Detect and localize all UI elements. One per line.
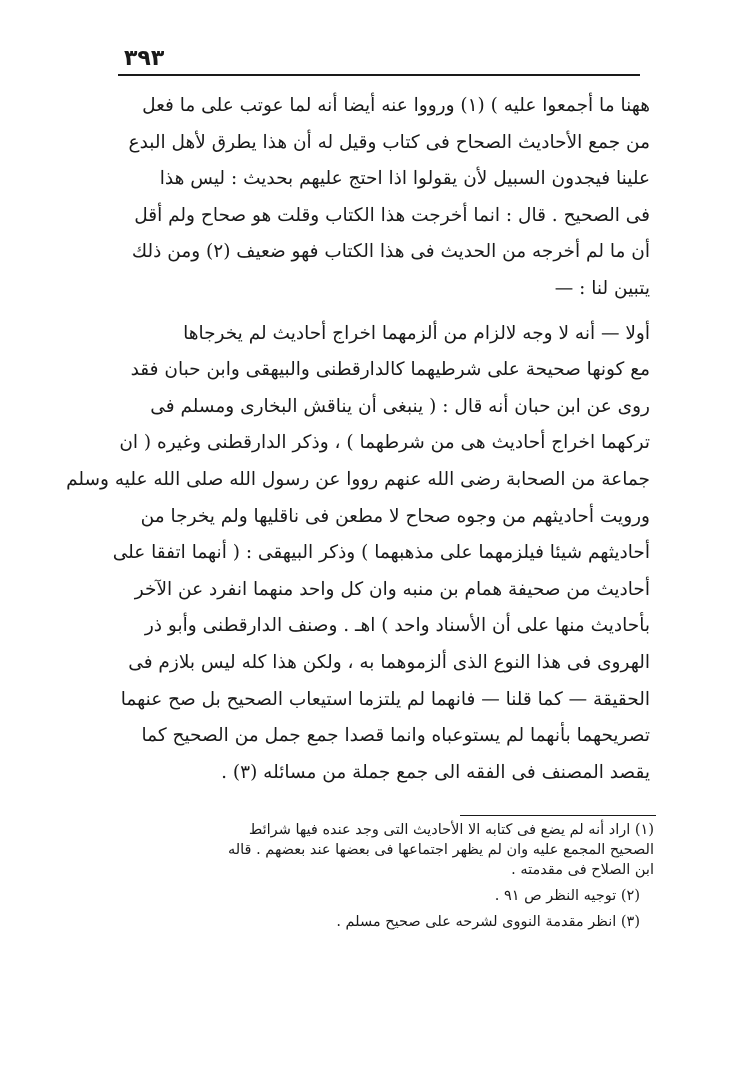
text-line: الهروى فى هذا النوع الذى ألزموهما به ، ولكن هذا كله ليس بلازم فى bbox=[128, 651, 650, 673]
footnote-line: ابن الصلاح فى مقدمته . bbox=[511, 862, 654, 878]
text-line: ورويت أحاديثهم من وجوه صحاح لا مطعن فى ناقليها ولم يخرجا من bbox=[140, 505, 650, 527]
footnote-1 bbox=[128, 820, 654, 880]
text-line: أحاديثهم شيئا فيلزمهما على مذهبهما ) وذكر البيهقى : ( أنهما اتفقا على bbox=[112, 542, 650, 564]
text-line: تصريحهما بأنهما لم يستوعباه وانما قصدا جمع جمل من الصحيح كما bbox=[141, 725, 650, 747]
paragraph-2 bbox=[66, 316, 650, 792]
text-line: يقصد المصنف فى الفقه الى جمع جملة من مسائله (٣) . bbox=[221, 761, 650, 783]
text-line: مع كونها صحيحة على شرطيهما كالدارقطنى والبيهقى وابن حبان فقد bbox=[130, 359, 650, 381]
text-line: أحاديث من صحيفة همام بن منبه وان كل واحد منهما انفرد عن الآخر bbox=[134, 578, 650, 600]
text-line: تركهما اخراج أحاديث هى من شرطهما ) ، وذكر الدارقطنى وغيره ( ان bbox=[119, 432, 650, 454]
text-line: علينا فيجدون السبيل لأن يقولوا اذا احتج عليهم بحديث : ليس هذا bbox=[159, 168, 650, 190]
text-line: روى عن ابن حبان أنه قال : ( ينبغى أن يناقش البخارى ومسلم فى bbox=[150, 395, 650, 417]
text-line: الحقيقة — كما قلنا — فانهما لم يلتزما استيعاب الصحيح بل صح عنهما bbox=[120, 688, 650, 710]
text-line: يتبين لنا : — bbox=[554, 277, 650, 299]
footnote-line: (٣) انظر مقدمة النووى لشرحه على صحيح مسلم . bbox=[336, 914, 640, 930]
footnote-line: (٢) توجيه النظر ص ٩١ . bbox=[494, 888, 640, 904]
footnotes bbox=[128, 820, 654, 938]
footnote-rule bbox=[460, 815, 656, 816]
paragraph-1 bbox=[130, 88, 650, 308]
text-line: فى الصحيح . قال : انما أخرجت هذا الكتاب وقلت هو صحاح ولم أقل bbox=[134, 204, 650, 226]
footnote-3 bbox=[128, 912, 654, 932]
text-line: أولا — أنه لا وجه لالزام من ألزمهما اخراج أحاديث لم يخرجاها bbox=[183, 322, 650, 344]
text-line: ههنا ما أجمعوا عليه ) (١) ورووا عنه أيضا أنه لما عوتب على ما فعل bbox=[142, 95, 650, 116]
body-text bbox=[66, 88, 650, 791]
footnote-line: (١) اراد أنه لم يضع فى كتابه الا الأحاديث التى وجد عنده فيها شرائط bbox=[248, 822, 654, 838]
footnote-2 bbox=[128, 886, 654, 906]
header-rule bbox=[118, 74, 640, 76]
text-line: بأحاديث منها على أن الأسناد واحد ) اهـ . وصنف الدارقطنى وأبو ذر bbox=[144, 615, 650, 637]
footnote-line: الصحيح المجمع عليه وان لم يظهر اجتماعها فى بعضها عند بعضهم . قاله bbox=[227, 842, 654, 858]
text-line: أن ما لم أخرجه من الحديث فى هذا الكتاب فهو ضعيف (٢) ومن ذلك bbox=[131, 241, 650, 263]
page-number: ٣٩٣ bbox=[124, 46, 165, 71]
text-line: من جمع الأحاديث الصحاح فى كتاب وقيل له أن هذا يطرق لأهل البدع bbox=[128, 131, 650, 153]
text-line: جماعة من الصحابة رضى الله عنهم رووا عن رسول الله صلى الله عليه وسلم bbox=[66, 468, 650, 490]
